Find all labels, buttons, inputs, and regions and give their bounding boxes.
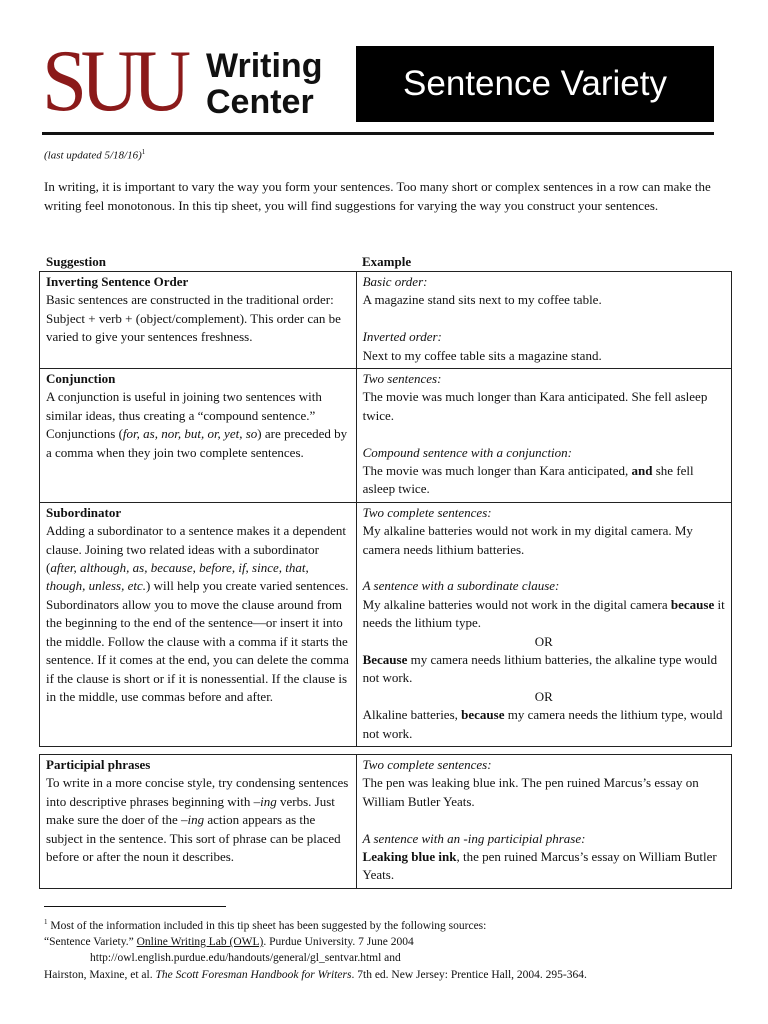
table-row: [40, 755, 732, 889]
suggestion-cell: [40, 755, 357, 889]
example-label: Two sentences:: [362, 371, 442, 387]
example-text: The movie was much longer than Kara anticipated, and she fell asleep twice.: [362, 463, 694, 497]
example-text: My alkaline batteries would not work in the digital camera because it needs the lithium type.: [362, 596, 725, 631]
row-title: Subordinator: [46, 504, 122, 520]
example-label: A sentence with a subordinate clause:: [362, 578, 560, 594]
example-label: A sentence with an -ing participial phrase:: [362, 830, 586, 846]
footnote-line: “Sentence Variety.” Online Writing Lab (OWL). Purdue University. 7 June 2004: [44, 936, 414, 949]
suggestion-cell: [40, 272, 357, 369]
footnote-line: $^1$ Most of the information included in this tip sheet has been suggested by the following sources:: [44, 918, 487, 932]
row-body: Adding a subordinator to a sentence makes it a dependent clause. Joining two related ideas with a subordinator (after, although, as, because, before, if, since, that, though, unless, etc.) will help you create varied sentences. Subordinators allow you to move the clause around from the beginning to the end of the sentence—or insert it into the middle. Follow the clause with a comma if it starts the sentence. If it comes at the end, you can delete the comma if the clause is short or if it is nonessential. If the clause is in the middle, use commas before and after.: [46, 523, 349, 704]
example-text: Leaking blue ink, the pen ruined Marcus’s essay on William Butler Yeats.: [362, 849, 717, 883]
example-cell: [356, 272, 731, 369]
writing-center-logo: [206, 48, 322, 120]
suggestion-cell: [40, 502, 357, 746]
table-row: [40, 369, 732, 503]
example-label: Two complete sentences:: [362, 757, 492, 772]
table-row: [40, 272, 732, 369]
intro-paragraph: In writing, it is important to vary the way you form your sentences. Too many short or complex sentences in a row can make the writing feel monotonous. In this tip sheet, you will find suggestions for varying the way you construct your sentences.: [44, 179, 711, 213]
or-separator: OR: [534, 633, 553, 649]
example-text: Next to my coffee table sits a magazine stand.: [362, 347, 602, 363]
example-text: The movie was much longer than Kara anticipated. She fell asleep twice.: [362, 389, 708, 423]
row-title: Participial phrases: [46, 757, 151, 772]
table-row: [40, 502, 732, 746]
example-label: Inverted order:: [362, 329, 442, 345]
footnote-line: Hairston, Maxine, et al. The Scott Foresman Handbook for Writers. 7th ed. New Jersey: Prentice Hall, 2004. 295-364.: [44, 968, 587, 981]
example-text: The pen was leaking blue ink. The pen ruined Marcus’s essay on William Butler Yeats.: [362, 775, 699, 809]
logo-center: Center: [206, 83, 314, 121]
suggestion-table: [39, 271, 732, 747]
column-header-suggestion: Suggestion: [46, 254, 106, 269]
row-title: Inverting Sentence Order: [46, 274, 189, 289]
example-text: A magazine stand sits next to my coffee table.: [362, 292, 602, 308]
or-separator: OR: [534, 688, 553, 704]
suggestion-table-continued: [39, 754, 732, 889]
example-text: My alkaline batteries would not work in my digital camera. My camera needs lithium batteries.: [362, 523, 693, 557]
example-label: Two complete sentences:: [362, 504, 492, 520]
page-title: Sentence Variety: [356, 46, 714, 122]
example-label: Compound sentence with a conjunction:: [362, 444, 573, 460]
page-header: [42, 33, 714, 130]
example-cell: [356, 755, 731, 889]
owl-link[interactable]: Online Writing Lab (OWL): [136, 936, 264, 949]
row-body: Basic sentences are constructed in the traditional order: Subject + verb + (object/complement). This order can be varied to give your sentences freshness.: [46, 292, 341, 345]
footnote-rule: [44, 906, 226, 907]
suu-logo: SUU: [42, 33, 185, 130]
suggestion-cell: [40, 369, 357, 503]
footnote: [44, 914, 734, 983]
last-updated: (last updated 5/18/16)$^1$: [44, 148, 146, 162]
example-cell: [356, 502, 731, 746]
row-body: A conjunction is useful in joining two sentences with similar ideas, thus creating a “compound sentence.” Conjunctions (for, as, nor, but, or, yet, so) are preceded by a comma when they join two complete sentences.: [46, 389, 348, 460]
footnote-url: http://owl.english.purdue.edu/handouts/general/gl_sentvar.html and: [90, 952, 401, 965]
example-text: Because my camera needs lithium batteries, the alkaline type would not work.: [362, 652, 718, 686]
example-label: Basic order:: [362, 274, 428, 289]
column-header-example: Example: [362, 254, 412, 269]
header-rule: [42, 132, 714, 135]
row-title: Conjunction: [46, 371, 116, 387]
example-cell: [356, 369, 731, 503]
logo-writing: Writing: [206, 47, 323, 85]
row-body: To write in a more concise style, try condensing sentences into descriptive phrases beginning with –ing verbs. Just make sure the doer of the –ing action appears as the subject in the sentence. This sort of phrase can be placed before or after the noun it describes.: [46, 775, 349, 865]
example-text: Alkaline batteries, because my camera needs the lithium type, would not work.: [362, 707, 723, 741]
